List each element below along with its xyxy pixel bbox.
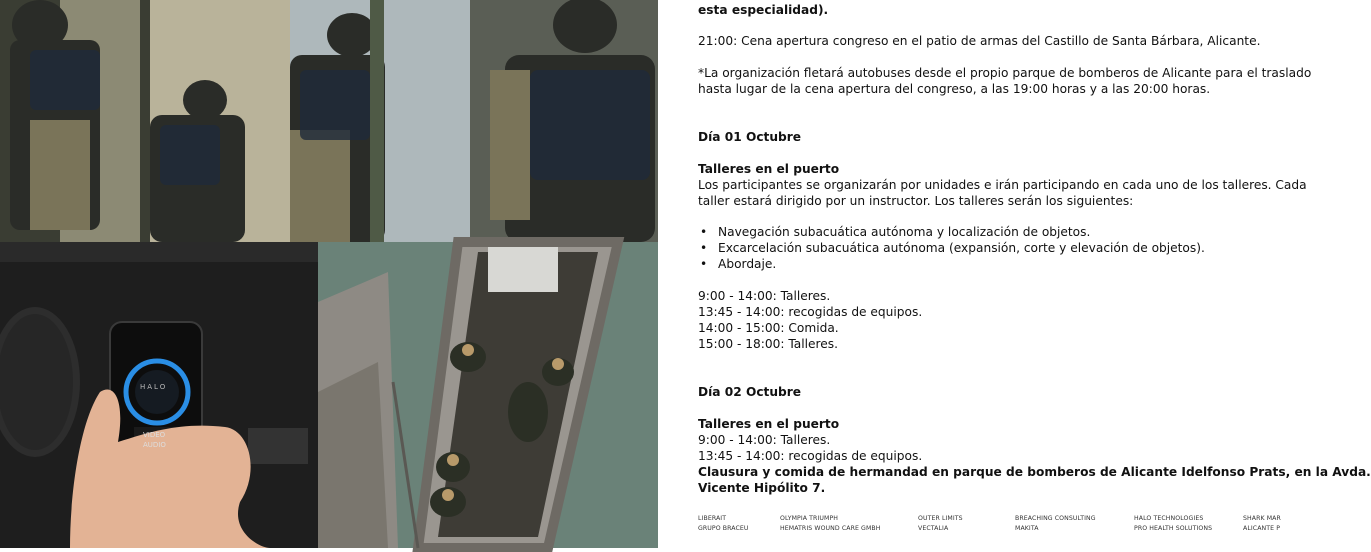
photo-boat-boarding bbox=[318, 242, 658, 548]
text-line: *La organización fletará autobuses desde el propio parque de bomberos de Alicante para el traslado bbox=[698, 66, 1312, 80]
schedule-line: 13:45 - 14:00: recogidas de equipos. bbox=[698, 449, 923, 463]
photo-collage bbox=[0, 0, 658, 548]
photo-body-camera bbox=[0, 242, 318, 548]
text-line: 21:00: Cena apertura congreso en el patio de armas del Castillo de Santa Bárbara, Alicante. bbox=[698, 34, 1261, 48]
camera-brand-text: HALO bbox=[140, 383, 168, 391]
text-line: esta especialidad). bbox=[698, 3, 829, 17]
sponsor-name: GRUPO BRACEU bbox=[698, 525, 749, 532]
section-heading: Talleres en el puerto bbox=[698, 162, 840, 176]
bullet-item: • Abordaje. bbox=[718, 256, 776, 272]
sponsor-name: HALO TECHNOLOGIES bbox=[1134, 515, 1204, 522]
body-camera-illustration bbox=[0, 242, 318, 548]
schedule-line: 15:00 - 18:00: Talleres. bbox=[698, 337, 838, 351]
schedule-line: 9:00 - 14:00: Talleres. bbox=[698, 289, 831, 303]
schedule-line: 14:00 - 15:00: Comida. bbox=[698, 321, 839, 335]
schedule-line: 9:00 - 14:00: Talleres. bbox=[698, 433, 831, 447]
tactical-team-illustration bbox=[0, 0, 658, 242]
sponsor-name: PRO HEALTH SOLUTIONS bbox=[1134, 525, 1213, 532]
bullet-item: • Navegación subacuática autónoma y localización de objetos. bbox=[718, 224, 1090, 240]
sponsor-name: LIBERAIT bbox=[698, 515, 727, 522]
bullet-item: • Excarcelación subacuática autónoma (expansión, corte y elevación de objetos). bbox=[718, 240, 1205, 256]
camera-audio-label: AUDIO bbox=[143, 441, 166, 449]
sponsor-name: ALICANTE P bbox=[1243, 525, 1281, 532]
photo-tactical-team bbox=[0, 0, 658, 242]
sponsor-name: MAKITA bbox=[1015, 525, 1039, 532]
text-line: hasta lugar de la cena apertura del congreso, a las 19:00 horas y a las 20:00 horas. bbox=[698, 82, 1211, 96]
text-line: Clausura y comida de hermandad en parque de bomberos de Alicante Idelfonso Prats, en la Avda. bbox=[698, 465, 1371, 479]
camera-video-label: VIDEO bbox=[143, 431, 166, 439]
sponsor-name: OLYMPIA TRIUMPH bbox=[780, 515, 839, 522]
day-heading: Día 02 Octubre bbox=[698, 385, 802, 399]
sponsor-name: OUTER LIMITS bbox=[918, 515, 963, 522]
sponsor-name: BREACHING CONSULTING bbox=[1015, 515, 1096, 522]
text-line: Los participantes se organizarán por unidades e irán participando en cada uno de los talleres. Cada bbox=[698, 178, 1307, 192]
sponsor-name: SHARK MAR bbox=[1243, 515, 1281, 522]
boat-illustration bbox=[318, 242, 658, 548]
text-line: Vicente Hipólito 7. bbox=[698, 481, 826, 495]
sponsor-name: VECTALIA bbox=[918, 525, 949, 532]
program-document bbox=[658, 0, 1371, 548]
section-heading: Talleres en el puerto bbox=[698, 417, 840, 431]
text-line: taller estará dirigido por un instructor. Los talleres serán los siguientes: bbox=[698, 194, 1134, 208]
day-heading: Día 01 Octubre bbox=[698, 130, 802, 144]
schedule-line: 13:45 - 14:00: recogidas de equipos. bbox=[698, 305, 923, 319]
sponsor-name: HEMATRIS WOUND CARE GMBH bbox=[780, 525, 881, 532]
